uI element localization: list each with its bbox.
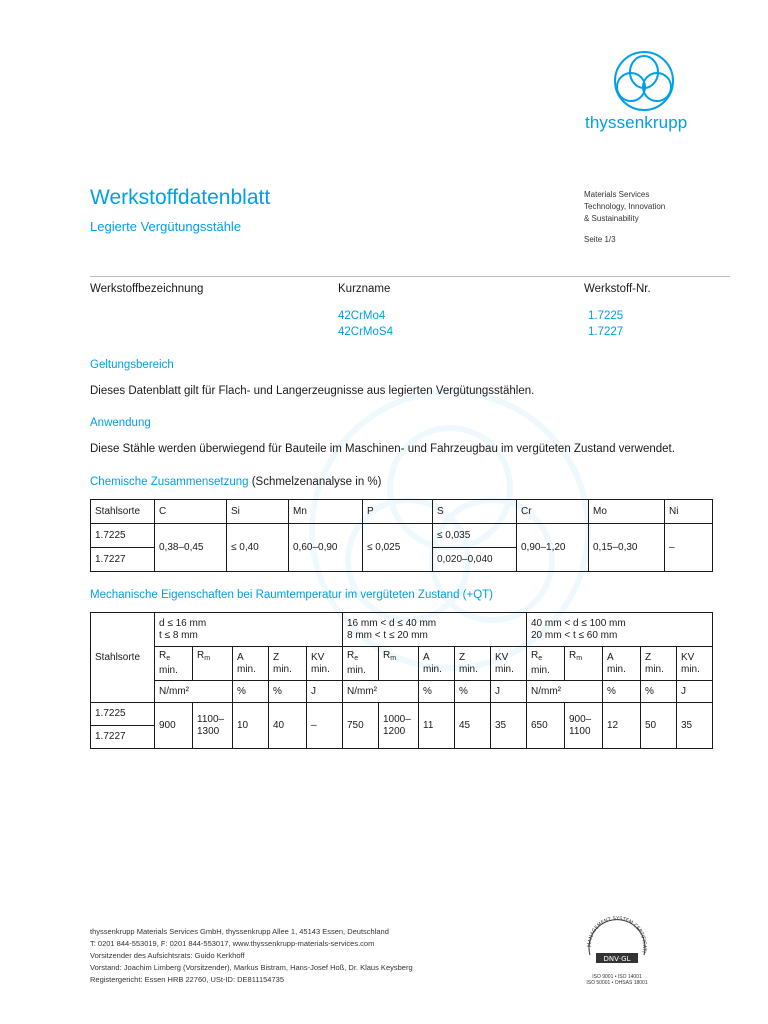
z-header-cell (269, 647, 307, 681)
unit-cell: % (269, 681, 307, 703)
value-cell: 11 (419, 703, 455, 749)
value-cell: 35 (491, 703, 527, 749)
re-symbol: R (159, 650, 167, 661)
table-header-cell: Stahlsorte (91, 500, 155, 524)
department-line: Materials Services (584, 190, 650, 199)
table-header-cell: S (433, 500, 517, 524)
footer-line: Registergericht: Essen HRB 22760, USt-ID: DE811154735 (90, 975, 284, 984)
svg-text:MANAGEMENT SYSTEM CERTIFICATIO (582, 913, 647, 953)
re-header-cell (155, 647, 193, 681)
phosphorus-cell: ≤ 0,025 (363, 524, 433, 572)
rm-symbol: R (383, 650, 391, 661)
sulfur-cell: ≤ 0,035 (433, 524, 517, 548)
value-cell: 900 (155, 703, 193, 749)
short-name: 42CrMo4 (338, 310, 386, 322)
grade-cell: 1.7225 (91, 524, 155, 548)
min-label: min. (645, 663, 664, 675)
value-cell: 900–1100 (565, 703, 603, 749)
table-header-cell: Mo (589, 500, 665, 524)
carbon-cell: 0,38–0,45 (155, 524, 227, 572)
certification-ring-text: MANAGEMENT SYSTEM CERTIFICATI (586, 915, 648, 954)
re-subscript: e (166, 655, 171, 662)
min-label: min. (423, 663, 442, 675)
grade-cell: 1.7227 (91, 726, 155, 749)
min-label: min. (531, 665, 550, 676)
min-label: min. (459, 663, 478, 675)
footer-line: T: 0201 844-553019, F: 0201 844-553017, www.thyssenkrupp-materials-services.com (90, 939, 375, 948)
short-name-values (338, 308, 393, 340)
z-header-cell (641, 647, 677, 681)
unit-cell: J (307, 681, 343, 703)
rm-header-cell (193, 647, 233, 681)
kv-header-cell (491, 647, 527, 681)
range-label: t ≤ 8 mm (159, 629, 198, 641)
grade-cell: 1.7225 (91, 703, 155, 726)
min-label: min. (495, 663, 514, 675)
chromium-cell: 0,90–1,20 (517, 524, 589, 572)
unit-cell: % (641, 681, 677, 703)
footer-line: Vorstand: Joachim Limberg (Vorsitzender), Markus Bistram, Hans-Josef Hoß, Dr. Klaus Keysberg (90, 963, 413, 972)
a-header-cell (233, 647, 269, 681)
table-header-cell: Si (227, 500, 289, 524)
range-label: 16 mm < d ≤ 40 mm (347, 617, 437, 629)
kv-symbol: KV (311, 651, 325, 663)
footer (90, 926, 413, 986)
rm-header-cell (565, 647, 603, 681)
mech-heading: Mechanische Eigenschaften bei Raumtemperatur im vergüteten Zustand (+QT) (90, 589, 494, 601)
value-cell: 12 (603, 703, 641, 749)
range-header-cell (343, 613, 527, 647)
department-line: & Sustainability (584, 214, 639, 223)
rm-subscript: m (204, 655, 211, 662)
table-row (91, 703, 713, 726)
grade-header-cell: Stahlsorte (91, 613, 155, 703)
use-heading: Anwendung (90, 417, 151, 429)
chem-title-suffix: (Schmelzenanalyse in %) (248, 476, 382, 488)
unit-cell: % (603, 681, 641, 703)
kv-symbol: KV (681, 651, 695, 663)
certification-badge (582, 913, 652, 986)
unit-cell: J (491, 681, 527, 703)
min-label: min. (607, 663, 626, 675)
footer-line: thyssenkrupp Materials Services GmbH, thyssenkrupp Allee 1, 45143 Essen, Deutschland (90, 927, 389, 936)
kv-header-cell (307, 647, 343, 681)
value-cell: 10 (233, 703, 269, 749)
chemical-composition-table (90, 499, 713, 572)
department-line: Technology, Innovation (584, 202, 666, 211)
page-title: Werkstoffdatenblatt (90, 186, 271, 209)
value-cell: 50 (641, 703, 677, 749)
material-number: 1.7225 (588, 310, 624, 322)
unit-cell: N/mm² (155, 681, 233, 703)
value-cell: 45 (455, 703, 491, 749)
value-cell: 650 (527, 703, 565, 749)
min-label: min. (347, 665, 366, 676)
value-cell: 1100–1300 (193, 703, 233, 749)
unit-row (91, 681, 713, 703)
department-info (584, 189, 665, 246)
certification-seal-icon (582, 913, 652, 969)
z-header-cell (455, 647, 491, 681)
footer-line: Vorsitzender des Aufsichtsrats: Guido Kerkhoff (90, 951, 245, 960)
value-cell: – (307, 703, 343, 749)
molybdenum-cell: 0,15–0,30 (589, 524, 665, 572)
a-symbol: A (423, 651, 430, 663)
sulfur-cell: 0,020–0,040 (433, 548, 517, 572)
certification-brand: DNV·GL (603, 955, 631, 963)
a-symbol: A (607, 651, 614, 663)
kv-header-cell (677, 647, 713, 681)
manganese-cell: 0,60–0,90 (289, 524, 363, 572)
range-label: 20 mm < t ≤ 60 mm (531, 629, 618, 641)
mechanical-properties-table (90, 612, 713, 749)
rm-symbol: R (197, 650, 205, 661)
z-symbol: Z (273, 651, 280, 663)
page-number: Seite 1/3 (584, 235, 616, 244)
min-label: min. (681, 663, 700, 675)
material-number: 1.7227 (588, 326, 624, 338)
silicon-cell: ≤ 0,40 (227, 524, 289, 572)
certification-iso: ISO 50001 • OHSAS 18001 (586, 980, 648, 986)
table-header-cell: Ni (665, 500, 713, 524)
scope-heading: Geltungsbereich (90, 359, 174, 371)
grade-cell: 1.7227 (91, 548, 155, 572)
min-label: min. (311, 663, 330, 675)
table-row (91, 524, 713, 548)
unit-cell: N/mm² (527, 681, 603, 703)
page-subtitle: Legierte Vergütungsstähle (90, 219, 242, 234)
short-name: 42CrMoS4 (338, 326, 393, 338)
z-symbol: Z (459, 651, 466, 663)
re-symbol: R (347, 650, 355, 661)
table-header-row (91, 647, 713, 681)
rm-subscript: m (390, 655, 397, 662)
range-label: d ≤ 16 mm (159, 617, 207, 629)
kv-symbol: KV (495, 651, 509, 663)
table-header-cell: C (155, 500, 227, 524)
min-label: min. (237, 663, 256, 675)
a-header-cell (603, 647, 641, 681)
unit-cell: % (233, 681, 269, 703)
logo-wordmark: thyssenkrupp (585, 113, 688, 132)
divider (90, 276, 730, 277)
material-number-values (588, 308, 623, 340)
rm-subscript: m (576, 655, 583, 662)
re-subscript: e (538, 655, 543, 662)
range-label: 8 mm < t ≤ 20 mm (347, 629, 428, 641)
a-symbol: A (237, 651, 244, 663)
unit-cell: % (455, 681, 491, 703)
certification-iso: ISO 9001 • ISO 14001 (592, 974, 642, 980)
table-header-cell: Cr (517, 500, 589, 524)
thyssenkrupp-logo-icon (602, 50, 686, 112)
range-label: 40 mm < d ≤ 100 mm (531, 617, 626, 629)
material-number-label: Werkstoff-Nr. (584, 283, 651, 295)
rm-header-cell (379, 647, 419, 681)
table-header-row (91, 500, 713, 524)
range-header-cell (155, 613, 343, 647)
value-cell: 35 (677, 703, 713, 749)
scope-text: Dieses Datenblatt gilt für Flach- und Langerzeugnisse aus legierten Vergütungsstählen. (90, 385, 535, 397)
use-text: Diese Stähle werden überwiegend für Bauteile im Maschinen- und Fahrzeugbau im vergüteten Zustand verwendet. (90, 443, 675, 455)
unit-cell: % (419, 681, 455, 703)
table-header-row (91, 613, 713, 647)
value-cell: 750 (343, 703, 379, 749)
z-symbol: Z (645, 651, 652, 663)
re-header-cell (527, 647, 565, 681)
rm-symbol: R (569, 650, 577, 661)
re-header-cell (343, 647, 379, 681)
re-subscript: e (354, 655, 359, 662)
a-header-cell (419, 647, 455, 681)
min-label: min. (273, 663, 292, 675)
designation-label: Werkstoffbezeichnung (90, 283, 204, 295)
range-header-cell (527, 613, 713, 647)
unit-cell: N/mm² (343, 681, 419, 703)
nickel-cell: – (665, 524, 713, 572)
short-name-label: Kurzname (338, 283, 391, 295)
chem-heading (90, 476, 381, 488)
table-header-cell: P (363, 500, 433, 524)
chem-title: Chemische Zusammensetzung (90, 476, 249, 488)
table-header-cell: Mn (289, 500, 363, 524)
value-cell: 40 (269, 703, 307, 749)
min-label: min. (159, 665, 178, 676)
re-symbol: R (531, 650, 539, 661)
value-cell: 1000–1200 (379, 703, 419, 749)
unit-cell: J (677, 681, 713, 703)
